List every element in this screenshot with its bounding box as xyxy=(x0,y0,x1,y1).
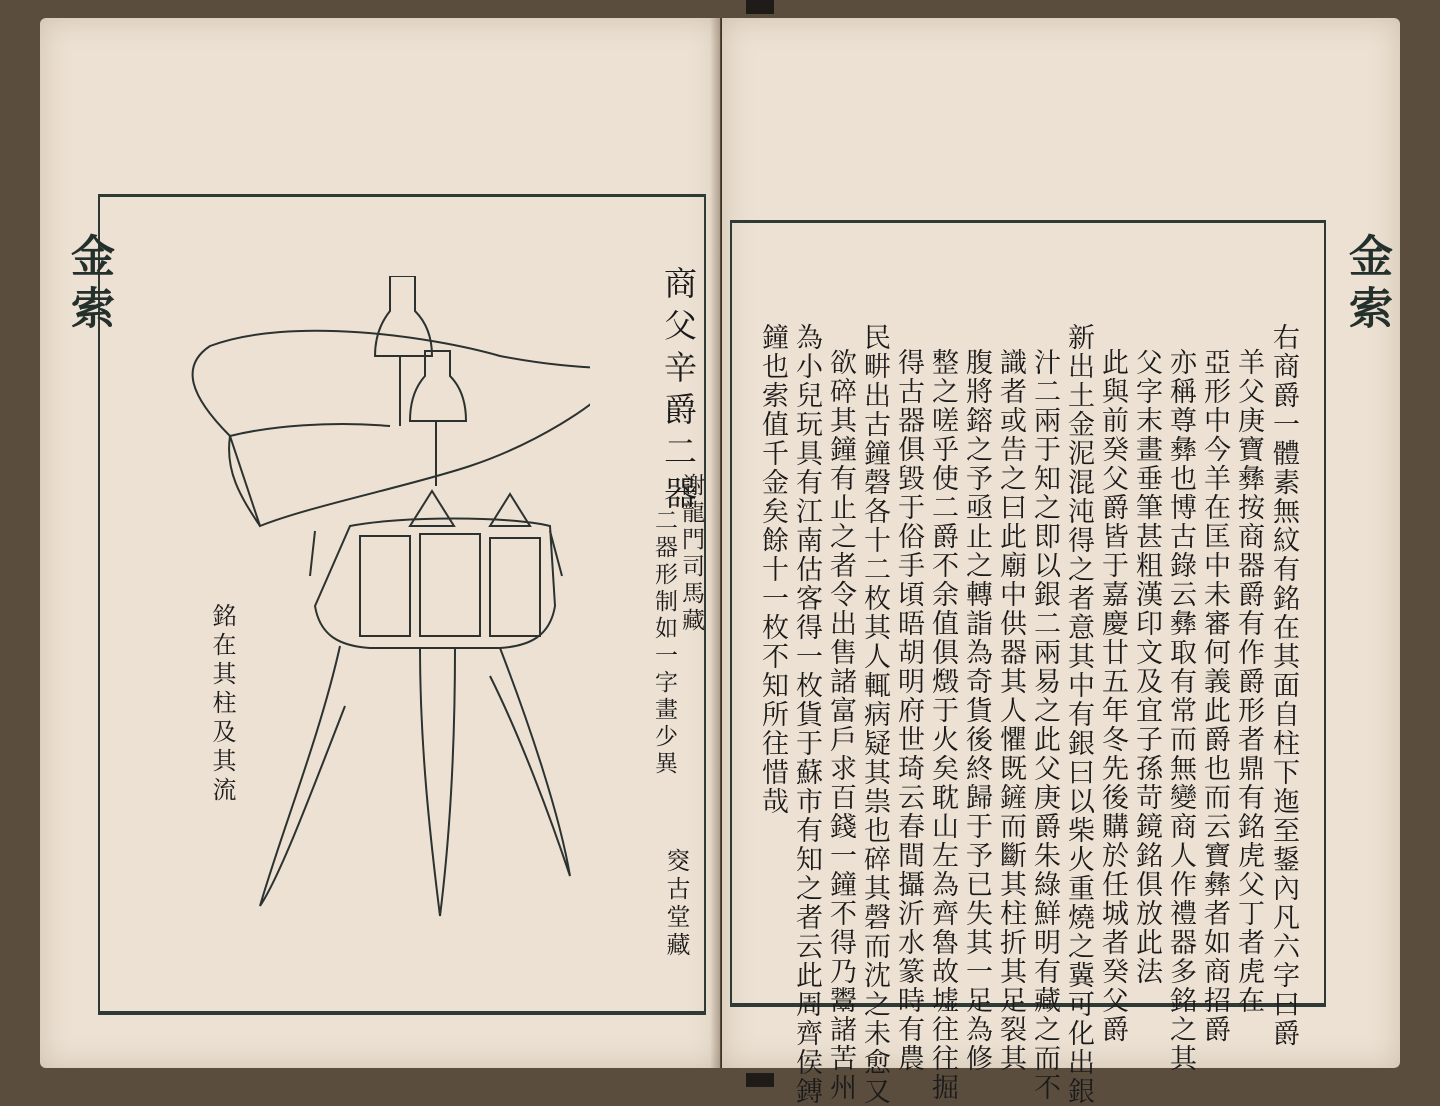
text-column-16: 鐘也索值千金矣餘十一枚不知所往惜哉 xyxy=(757,323,788,816)
text-column-15: 為小兒玩具有江南估客得一枚貨于蘇市有知之者云此周齊侯鎛 xyxy=(791,323,822,1106)
text-column-4: 亦稱尊彝也博古錄云彝取有常而無變商人作禮器多銘之其 xyxy=(1165,348,1196,1073)
shape-note: 二器形制如一字畫少異 xyxy=(651,508,677,778)
open-book xyxy=(40,18,1400,1106)
text-column-12: 得古器俱毀于俗手頃晤胡明府世琦云春間攝沂水篆時有農 xyxy=(893,348,924,1073)
text-column-6: 此與前癸父爵皆于嘉慶廿五年冬先後購於任城者癸父爵 xyxy=(1097,348,1128,1044)
text-column-14: 欲碎其鐘有止之者令出售諸富戶求百錢一鐘不得乃鬻諸苦州 xyxy=(825,348,856,1102)
item-title: 商父辛爵二器 xyxy=(659,266,698,518)
spine-tab-bottom xyxy=(746,1073,774,1087)
text-column-7: 新出土金泥混沌得之者意其中有銀曰以柴火重燒之冀可化出銀 xyxy=(1063,323,1094,1106)
text-column-5: 父字末畫垂筆甚粗漢印文及宜子孫苛鏡銘俱放此法 xyxy=(1131,348,1162,986)
text-column-13: 民畊出古鐘磬各十二枚其人輒病疑其祟也碎其磬而沈之未愈又 xyxy=(859,323,890,1106)
inscription-location-note: 銘在其柱及其流 xyxy=(208,603,236,806)
text-column-9: 識者或告之曰此廟中供器其人懼既鏟而斷其柱折其足裂其 xyxy=(995,348,1026,1073)
left-edge-mark: 金索 xyxy=(63,233,114,337)
text-column-11: 整之嗟乎使二爵不余值俱燬于火矣耽山左為齊魯故墟往往掘 xyxy=(927,348,958,1102)
right-edge-mark: 金索 xyxy=(1341,233,1392,337)
right-page xyxy=(722,18,1400,1106)
left-page xyxy=(40,18,720,1068)
collector-note: 謝龍門司馬藏 xyxy=(678,473,704,635)
text-column-10: 腹將鎔之予亟止之轉詣為奇貨後終歸于予已失其一足為修 xyxy=(961,348,992,1073)
text-column-3: 亞形中今羊在匡中未審何義此爵也而云寶彝者如商招爵 xyxy=(1199,348,1230,1044)
text-column-2: 羊父庚寶彝按商器爵有作爵形者鼎有銘虎父丁者虎在 xyxy=(1233,348,1264,1015)
text-column-1: 右商爵一體素無紋有銘在其面自柱下迤至鋬內凡六字曰爵 xyxy=(1268,323,1299,1048)
spine-tab-top xyxy=(746,0,774,14)
collection-stamp: 窔古堂藏 xyxy=(662,848,690,960)
text-column-8: 汁二兩于知之即以銀二兩易之此父庚爵朱綠鮮明有藏之而不 xyxy=(1029,348,1060,1102)
